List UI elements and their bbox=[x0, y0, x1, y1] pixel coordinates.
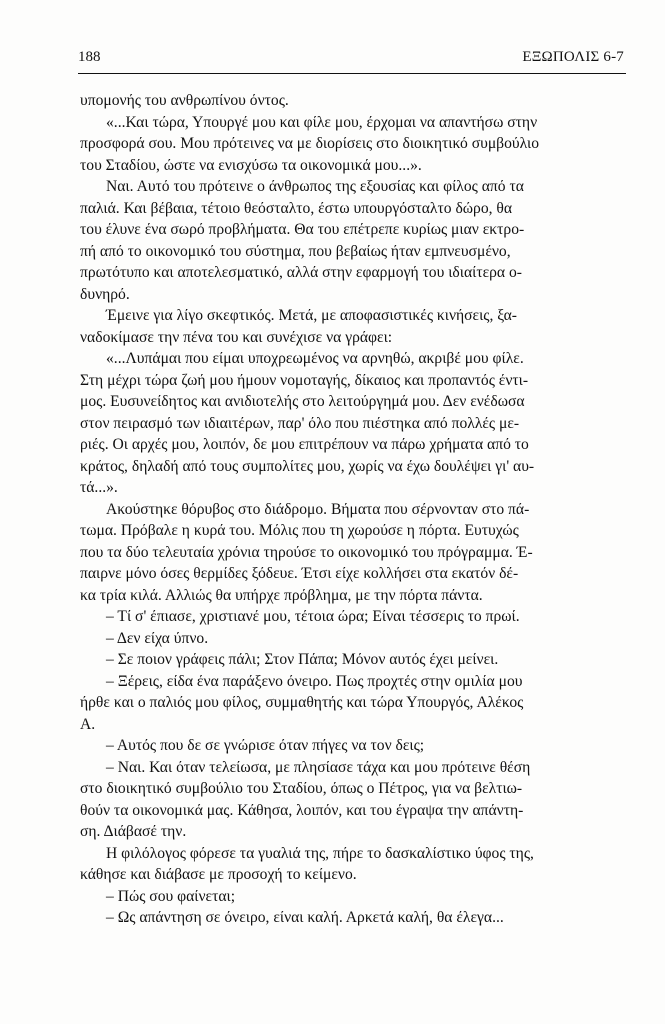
text-line: Η φιλόλογος φόρεσε τα γυαλιά της, πήρε το δασκαλίστικο ύφος της, bbox=[106, 844, 534, 862]
text-line: πή από το οικονομικό του σύστημα, που βεβαίως ήταν εμπνευσμένο, bbox=[80, 242, 511, 260]
text-line: προσφορά σου. Μου πρότεινες να με διορίσεις στο διοικητικό συμβούλιο bbox=[80, 135, 539, 152]
text-line: Έμεινε για λίγο σκεφτικός. Μετά, με αποφασιστικές κινήσεις, ξα- bbox=[106, 307, 518, 324]
text-line: στο διοικητικό συμβούλιο του Σταδίου, όπως ο Πέτρος, για να βελτιω- bbox=[80, 780, 523, 797]
text-line: κράτος, δηλαδή από τους συμπολίτες μου, χωρίς να έχω δουλέψει γι' αυ- bbox=[80, 457, 535, 475]
text-line: παλιά. Και βέβαια, τέτοιο θεόσταλτο, έστω υπουργόσταλτο δώρο, θα bbox=[80, 199, 513, 217]
body-text bbox=[80, 90, 626, 929]
page-number: 188 bbox=[78, 49, 101, 65]
text-line: μος. Ευσυνείδητος και ανιδιοτελής στο λειτούργημά μου. Δεν ενέδωσα bbox=[80, 393, 525, 410]
page-header bbox=[78, 49, 624, 69]
text-line: τωμα. Πρόβαλε η κυρά του. Μόλις που τη χωρούσε η πόρτα. Ευτυχώς bbox=[80, 522, 519, 539]
text-line: του έλυνε ένα σωρό προβλήματα. Θα του επέτρεπε κυρίως μιαν εκτρο- bbox=[80, 221, 525, 238]
text-line: πρωτότυπο και αποτελεσματικό, αλλά στην εφαρμογή του ιδιαίτερα ο- bbox=[80, 264, 522, 281]
header-rule bbox=[78, 73, 626, 74]
text-line: – Τί σ' έπιασε, χριστιανέ μου, τέτοια ώρα; Είναι τέσσερις το πρωί. bbox=[106, 608, 520, 625]
text-line: Α. bbox=[80, 715, 96, 733]
text-line: – Σε ποιον γράφεις πάλι; Στον Πάπα; Μόνον αυτός έχει μείνει. bbox=[106, 651, 499, 668]
text-line: – Πώς σου φαίνεται; bbox=[106, 887, 236, 905]
text-line: ριές. Οι αρχές μου, λοιπόν, δε μου επιτρέπουν να πάρω χρήματα από το bbox=[80, 436, 529, 453]
text-line: – Αυτός που δε σε γνώρισε όταν πήγες να τον δεις; bbox=[106, 737, 425, 754]
text-line: – Δεν είχα ύπνο. bbox=[106, 629, 209, 647]
text-line: «...Και τώρα, Υπουργέ μου και φίλε μου, έρχομαι να απαντήσω στην bbox=[106, 113, 538, 131]
text-line: ήρθε και ο παλιός μου φίλος, συμμαθητής και τώρα Υπουργός, Αλέκος bbox=[80, 694, 524, 711]
text-line: παιρνε μόνο όσες θερμίδες ξόδευε. Έτσι είχε κολλήσει στα εκατόν δέ- bbox=[80, 565, 519, 582]
text-line: υπομονής του ανθρωπίνου όντος. bbox=[80, 92, 289, 109]
text-line: Ναι. Αυτό του πρότεινε ο άνθρωπος της εξουσίας και φίλος από τα bbox=[106, 178, 524, 195]
text-line: στον πειρασμό των ιδιαιτέρων, παρ' όλο που πιέστηκα από πολλές με- bbox=[80, 414, 520, 432]
text-line: του Σταδίου, ώστε να ενισχύσω τα οικονομικά μου...». bbox=[80, 156, 422, 174]
text-line: δυνηρό. bbox=[80, 285, 130, 303]
text-line: θούν τα οικονομικά μας. Κάθησα, λοιπόν, και του έγραψα την απάντη- bbox=[80, 801, 524, 819]
text-line: που τα δύο τελευταία χρόνια τηρούσε το οικονομικό του πρόγραμμα. Έ- bbox=[80, 543, 533, 561]
text-line: «...Λυπάμαι που είμαι υποχρεωμένος να αρνηθώ, ακριβέ μου φίλε. bbox=[106, 350, 524, 367]
text-line: Στη μέχρι τώρα ζωή μου ήμουν νομοταγής, δίκαιος και προπαντός έντι- bbox=[80, 371, 529, 389]
text-line: κα τρία κιλά. Αλλιώς θα υπήρχε πρόβλημα, με την πόρτα πάντα. bbox=[80, 586, 483, 604]
text-line: τά...». bbox=[80, 479, 118, 496]
text-line: Ακούστηκε θόρυβος στο διάδρομο. Βήματα που σέρνονταν στο πά- bbox=[106, 500, 530, 518]
text-line: κάθησε και διάβασε με προσοχή το κείμενο. bbox=[80, 866, 357, 883]
text-line: – Ναι. Και όταν τελείωσα, με πλησίασε τάχα και μου πρότεινε θέση bbox=[106, 758, 531, 776]
text-line: – Ως απάντηση σε όνειρο, είναι καλή. Αρκετά καλή, θα έλεγα... bbox=[106, 909, 504, 926]
text-line: ναδοκίμασε την πένα του και συνέχισε να γράφει: bbox=[80, 328, 393, 346]
text-line: ση. Διάβασέ την. bbox=[80, 823, 187, 840]
running-title: ΕΞΩΠΟΛΙΣ 6-7 bbox=[522, 49, 624, 65]
text-line: – Ξέρεις, είδα ένα παράξενο όνειρο. Πως προχτές στην ομιλία μου bbox=[106, 672, 523, 690]
